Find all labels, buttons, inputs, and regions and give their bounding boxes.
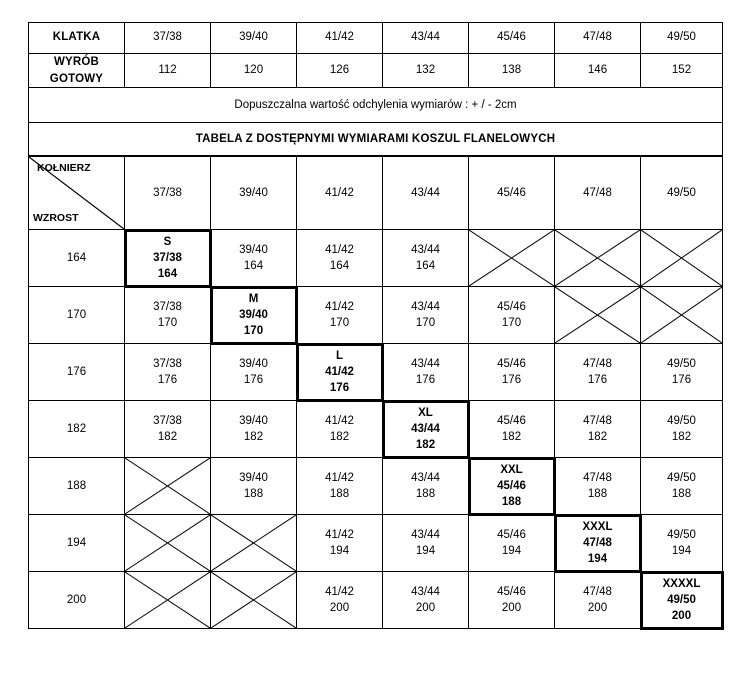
collar-value: 45/46 — [497, 300, 526, 313]
corner-label-height: WZROST — [33, 212, 79, 225]
cross-out-icon — [211, 572, 296, 628]
collar-value: 41/42 — [325, 585, 354, 598]
chest-value: 43/44 — [383, 23, 469, 54]
size-code: XL — [418, 406, 433, 419]
unavailable-cell — [211, 572, 297, 629]
size-cell-l — [297, 344, 383, 401]
cross-out-icon — [555, 287, 640, 343]
size-cell — [211, 230, 297, 287]
size-cell — [555, 401, 641, 458]
finished-value: 132 — [383, 54, 469, 88]
height-value: 164 — [243, 260, 264, 273]
chest-value: 37/38 — [125, 23, 211, 54]
row-header-height: 176 — [29, 344, 125, 401]
chest-value: 45/46 — [469, 23, 555, 54]
collar-value: 45/46 — [497, 528, 526, 541]
size-cell — [211, 344, 297, 401]
size-cell — [555, 344, 641, 401]
collar-value: 41/42 — [325, 471, 354, 484]
size-cell — [469, 572, 555, 629]
size-cell — [297, 515, 383, 572]
collar-value: 37/38 — [153, 357, 182, 370]
size-cell — [383, 458, 469, 515]
size-cell-xxxl — [555, 515, 641, 572]
height-value: 176 — [587, 374, 608, 387]
row-header-height: 182 — [29, 401, 125, 458]
collar-value: 43/44 — [411, 357, 440, 370]
collar-value: 45/46 — [497, 479, 526, 492]
row-header-height: 200 — [29, 572, 125, 629]
size-cell — [125, 344, 211, 401]
cross-out-icon — [555, 230, 640, 286]
height-value: 182 — [671, 431, 692, 444]
unavailable-cell — [125, 458, 211, 515]
size-cell — [125, 401, 211, 458]
table-row-chest — [29, 23, 723, 54]
size-cell-xxxxl — [641, 572, 723, 629]
height-value: 200 — [329, 602, 350, 615]
height-value: 182 — [157, 431, 178, 444]
row-label-line2: GOTOWY — [49, 72, 104, 85]
collar-value: 47/48 — [583, 471, 612, 484]
cross-out-icon — [211, 515, 296, 571]
column-header-collar: 49/50 — [641, 157, 723, 230]
collar-value: 43/44 — [411, 243, 440, 256]
table-row — [29, 401, 723, 458]
height-value: 200 — [671, 610, 692, 623]
collar-value: 47/48 — [583, 357, 612, 370]
collar-value: 43/44 — [411, 528, 440, 541]
chest-value: 49/50 — [641, 23, 723, 54]
chest-value: 41/42 — [297, 23, 383, 54]
collar-value: 41/42 — [325, 528, 354, 541]
unavailable-cell — [469, 230, 555, 287]
cross-out-icon — [125, 515, 210, 571]
size-code: XXL — [500, 463, 523, 476]
height-value: 176 — [243, 374, 264, 387]
collar-value: 37/38 — [153, 251, 182, 264]
page-title: TABELA Z DOSTĘPNYMI WYMIARAMI KOSZUL FLANELOWYCH — [29, 123, 723, 156]
size-cell — [211, 458, 297, 515]
column-header-collar: 47/48 — [555, 157, 641, 230]
table-row — [29, 287, 723, 344]
size-cell — [641, 344, 723, 401]
height-value: 176 — [329, 382, 350, 395]
height-value: 176 — [671, 374, 692, 387]
row-label-chest: KLATKA — [29, 23, 125, 54]
height-value: 164 — [415, 260, 436, 273]
size-cell — [297, 287, 383, 344]
height-value: 164 — [329, 260, 350, 273]
height-value: 188 — [243, 488, 264, 501]
size-cell — [641, 458, 723, 515]
unavailable-cell — [211, 515, 297, 572]
unavailable-cell — [555, 230, 641, 287]
column-header-collar: 37/38 — [125, 157, 211, 230]
collar-value: 49/50 — [667, 471, 696, 484]
size-cell-xl — [383, 401, 469, 458]
unavailable-cell — [125, 572, 211, 629]
table-header-row — [29, 157, 723, 230]
finished-value: 146 — [555, 54, 641, 88]
height-value: 182 — [415, 439, 436, 452]
collar-value: 43/44 — [411, 471, 440, 484]
collar-value: 43/44 — [411, 422, 440, 435]
size-cell-m — [211, 287, 297, 344]
collar-value: 41/42 — [325, 414, 354, 427]
size-code: M — [248, 292, 259, 305]
size-cell — [125, 287, 211, 344]
collar-value: 49/50 — [667, 528, 696, 541]
cross-out-icon — [125, 458, 210, 514]
column-header-collar: 43/44 — [383, 157, 469, 230]
column-header-collar: 41/42 — [297, 157, 383, 230]
size-cell — [297, 572, 383, 629]
size-cell — [383, 344, 469, 401]
row-label-finished-product — [29, 54, 125, 88]
collar-value: 47/48 — [583, 536, 612, 549]
row-header-height: 164 — [29, 230, 125, 287]
size-cell — [469, 401, 555, 458]
height-value: 164 — [157, 268, 178, 281]
cross-out-icon — [641, 287, 722, 343]
height-value: 200 — [501, 602, 522, 615]
collar-value: 45/46 — [497, 585, 526, 598]
size-cell — [211, 401, 297, 458]
collar-value: 45/46 — [497, 414, 526, 427]
height-value: 200 — [415, 602, 436, 615]
finished-value: 120 — [211, 54, 297, 88]
column-header-collar: 39/40 — [211, 157, 297, 230]
size-cell — [469, 344, 555, 401]
top-measurements-table — [28, 22, 723, 156]
height-value: 188 — [415, 488, 436, 501]
collar-value: 39/40 — [239, 243, 268, 256]
table-row-tolerance-note — [29, 88, 723, 123]
height-value: 170 — [329, 317, 350, 330]
size-cell — [297, 230, 383, 287]
height-value: 170 — [501, 317, 522, 330]
size-cell — [555, 572, 641, 629]
size-cell — [641, 401, 723, 458]
unavailable-cell — [641, 230, 723, 287]
main-size-table — [28, 156, 723, 629]
table-row — [29, 572, 723, 629]
finished-value: 152 — [641, 54, 723, 88]
size-code: S — [163, 235, 172, 248]
size-cell — [297, 458, 383, 515]
size-cell-s — [125, 230, 211, 287]
table-row-finished-product — [29, 54, 723, 88]
height-value: 182 — [587, 431, 608, 444]
collar-value: 39/40 — [239, 414, 268, 427]
row-header-height: 188 — [29, 458, 125, 515]
size-cell — [297, 401, 383, 458]
row-header-height: 170 — [29, 287, 125, 344]
height-value: 194 — [329, 545, 350, 558]
unavailable-cell — [125, 515, 211, 572]
cross-out-icon — [641, 230, 722, 286]
height-value: 188 — [501, 496, 522, 509]
collar-value: 45/46 — [497, 357, 526, 370]
finished-value: 112 — [125, 54, 211, 88]
size-code: L — [335, 349, 344, 362]
height-value: 194 — [587, 553, 608, 566]
height-value: 176 — [501, 374, 522, 387]
height-value: 182 — [329, 431, 350, 444]
collar-value: 39/40 — [239, 308, 268, 321]
chest-value: 39/40 — [211, 23, 297, 54]
size-cell — [383, 572, 469, 629]
corner-label-collar: KOŁNIERZ — [37, 162, 91, 175]
chest-value: 47/48 — [555, 23, 641, 54]
size-cell-xxl — [469, 458, 555, 515]
height-value: 170 — [415, 317, 436, 330]
collar-value: 49/50 — [667, 357, 696, 370]
height-value: 182 — [501, 431, 522, 444]
height-value: 188 — [671, 488, 692, 501]
table-row-title — [29, 123, 723, 156]
height-value: 176 — [157, 374, 178, 387]
table-row — [29, 230, 723, 287]
size-cell — [383, 515, 469, 572]
size-cell — [469, 515, 555, 572]
cross-out-icon — [125, 572, 210, 628]
collar-value: 41/42 — [325, 243, 354, 256]
height-value: 170 — [157, 317, 178, 330]
height-value: 200 — [587, 602, 608, 615]
height-value: 176 — [415, 374, 436, 387]
collar-value: 43/44 — [411, 585, 440, 598]
collar-value: 39/40 — [239, 471, 268, 484]
collar-value: 49/50 — [667, 414, 696, 427]
height-value: 188 — [329, 488, 350, 501]
collar-value: 47/48 — [583, 585, 612, 598]
size-cell — [383, 230, 469, 287]
size-cell — [469, 287, 555, 344]
collar-value: 37/38 — [153, 300, 182, 313]
collar-value: 47/48 — [583, 414, 612, 427]
size-cell — [383, 287, 469, 344]
height-value: 194 — [415, 545, 436, 558]
collar-value: 41/42 — [325, 300, 354, 313]
collar-value: 37/38 — [153, 414, 182, 427]
height-value: 170 — [243, 325, 264, 338]
height-value: 194 — [501, 545, 522, 558]
unavailable-cell — [641, 287, 723, 344]
height-value: 182 — [243, 431, 264, 444]
finished-value: 138 — [469, 54, 555, 88]
collar-value: 39/40 — [239, 357, 268, 370]
cross-out-icon — [469, 230, 554, 286]
collar-value: 41/42 — [325, 365, 354, 378]
unavailable-cell — [555, 287, 641, 344]
table-row — [29, 458, 723, 515]
height-value: 194 — [671, 545, 692, 558]
collar-value: 49/50 — [667, 593, 696, 606]
size-code: XXXL — [582, 520, 613, 533]
row-label-line1: WYRÓB — [53, 56, 100, 68]
height-value: 188 — [587, 488, 608, 501]
size-cell — [641, 515, 723, 572]
size-code: XXXXL — [662, 577, 701, 590]
table-row — [29, 344, 723, 401]
finished-value: 126 — [297, 54, 383, 88]
table-row — [29, 515, 723, 572]
column-header-collar: 45/46 — [469, 157, 555, 230]
row-header-height: 194 — [29, 515, 125, 572]
corner-header-cell — [29, 157, 125, 230]
tolerance-note: Dopuszczalna wartość odchylenia wymiarów : + / - 2cm — [29, 88, 723, 123]
collar-value: 43/44 — [411, 300, 440, 313]
size-cell — [555, 458, 641, 515]
